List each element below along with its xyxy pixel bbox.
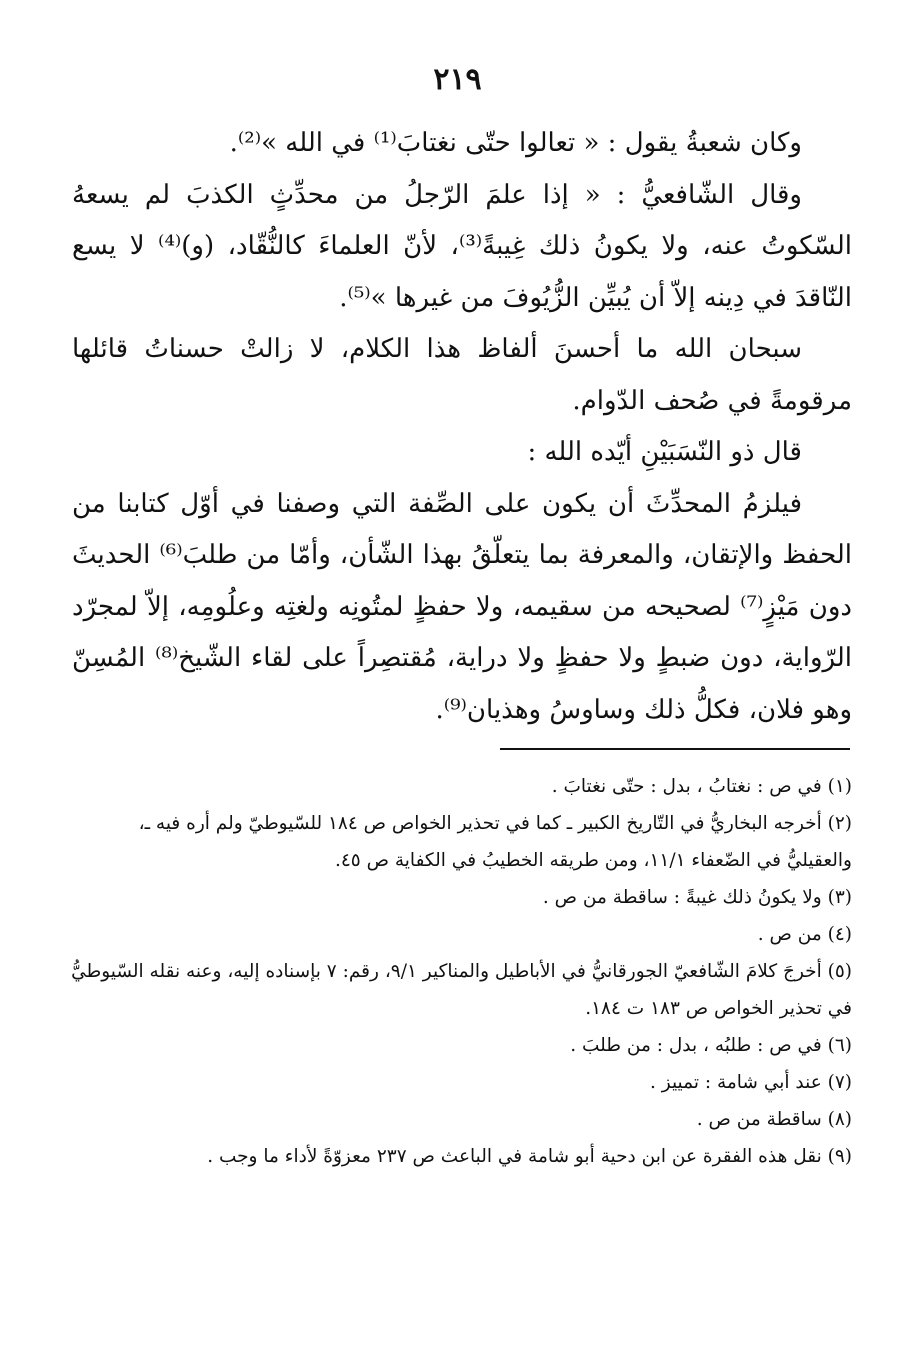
paragraph-muhaddith: فيلزمُ المحدِّثَ أن يكون على الصِّفة التي وصفنا في أوّل كتابنا من الحفظ والإتقان، والمعرفة بما يتعلّقُ بهذا الشّأن، وأمّا من طلبَ⁽⁶⁾ الحديثَ دون مَيْزٍ⁽⁷⁾ لصحيحه من سقيمه، ولا حفظٍ لمتُونِه ولغتِه وعلُومِه، إلاّ لمجرّد الرّواية، دون ضبطٍ ولا حفظٍ ولا دراية، مُقتصِراً على لقاء الشّيخ⁽⁸⁾ المُسِنّ وهو فلان، فكلُّ ذلك وساوسُ وهذيان⁽⁹⁾. [72,488,853,725]
main-text [72,118,852,736]
footnotes [70,768,852,1175]
footnote: (١) في ص : نغتابُ ، بدل : حتّى نغتابَ . [551,776,852,797]
paragraph-shuba: وكان شعبةُ يقول : « تعالوا حتّى نغتابَ⁽¹⁾ في الله »⁽²⁾. [229,128,802,158]
footnote-separator [500,748,850,750]
footnote: (٥) أخرجَ كلامَ الشّافعيّ الجورقانيُّ في الأباطيل والمناكير ٩/١، رقم: ٧ بإسناده إليه، وعنه نقله السّيوطيُّ في تحذير الخواص ص ١٨٣ ت ١٨٤. [71,961,852,1019]
footnote: (٤) من ص . [757,924,852,945]
footnote: (٢) أخرجه البخاريُّ في التّاريخ الكبير ـ كما في تحذير الخواص ص ١٨٤ للسّيوطيّ ولم أره فيه ـ، والعقيليُّ في الضّعفاء ١١/١، ومن طريقه الخطيبُ في الكفاية ص ٤٥. [138,813,852,871]
paragraph-dhu-nasabayn: قال ذو النّسَبَيْنِ أيّده الله : [527,437,802,467]
footnote: (٧) عند أبي شامة : تمييز . [650,1072,852,1093]
footnote: (٩) نقل هذه الفقرة عن ابن دحية أبو شامة في الباعث ص ٢٣٧ معزوّةً لأداء ما وجب . [207,1146,852,1167]
footnote: (٣) ولا يكونُ ذلك غيبةً : ساقطة من ص . [542,887,852,908]
footnote: (٨) ساقطة من ص . [696,1109,852,1130]
paragraph-shafii: وقال الشّافعيُّ : « إذا علمَ الرّجلُ من محدِّثٍ الكذبَ لم يسعهُ السّكوتُ عنه، ولا يكونُ ذلك غِيبةً⁽³⁾، لأنّ العلماءَ كالنُّقّاد، (و)⁽⁴⁾ لا يسع النّاقدَ في دِينه إلاّ أن يُبيِّن الزُّيُوفَ من غيرها »⁽⁵⁾. [72,179,852,313]
paragraph-subhan: سبحان الله ما أحسنَ ألفاظ هذا الكلام، لا زالتْ حسناتُ قائلها مرقومةً في صُحف الدّوام. [72,334,852,416]
page-number: ٢١٩ [433,62,482,97]
footnote: (٦) في ص : طلبُه ، بدل : من طلبَ . [570,1035,852,1056]
